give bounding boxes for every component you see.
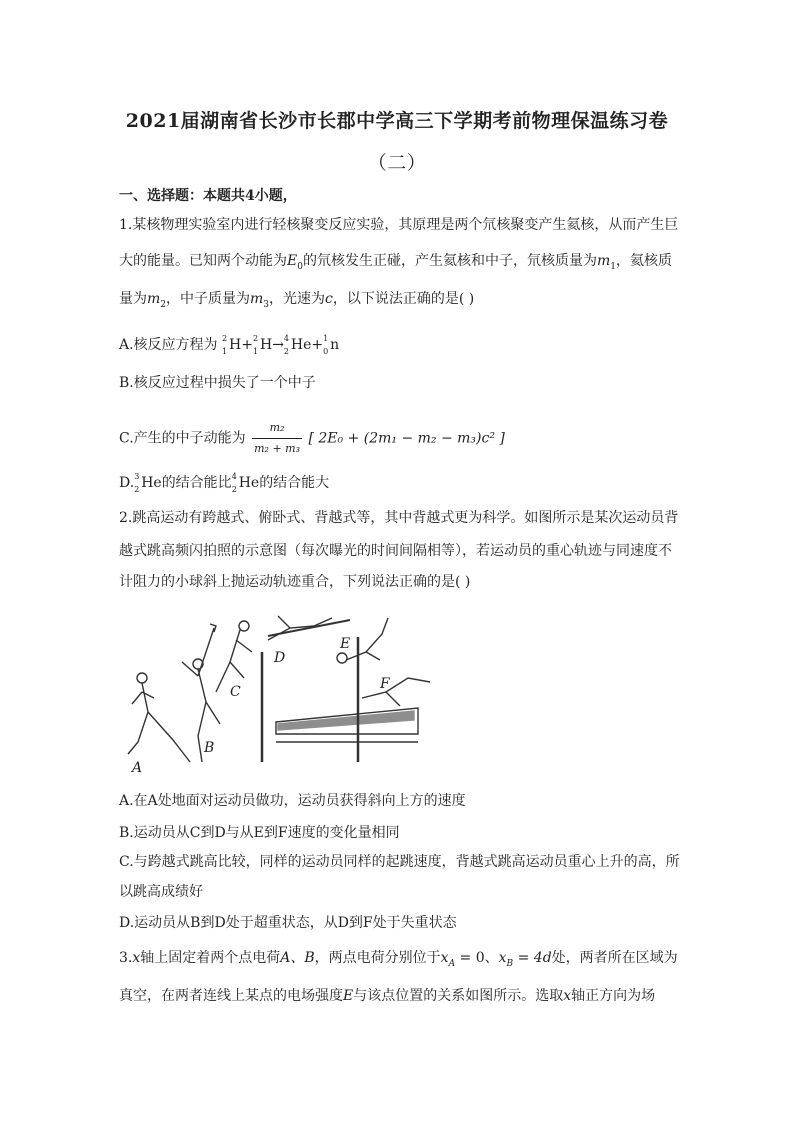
- q1-option-d: D. 3 2 He的结合能比 4 2 He的结合能大: [119, 472, 330, 494]
- section-heading: 一、选择题：本题共4小题，: [119, 188, 297, 204]
- q1-option-b: B.核反应过程中损失了一个中子: [119, 375, 316, 391]
- document-subtitle: （二）: [367, 152, 427, 174]
- q1-stem-line2: 大的能量。已知两个动能为$E_0$的氘核发生正碰，产生氦核和中子，氘核质量为$m_1$，氦核质: [119, 253, 672, 272]
- athlete-e-body: [346, 618, 388, 660]
- document-title: 2021届湖南省长沙市长郡中学高三下学期考前物理保温练习卷: [125, 110, 669, 132]
- q2-option-d: D.运动员从B到D处于超重状态，从D到F处于失重状态: [119, 915, 457, 931]
- q2-stem-line3: 计阻力的小球斜上抛运动轨迹重合，下列说法正确的是( ): [119, 574, 471, 590]
- fig-label-e: E: [340, 636, 351, 652]
- q2-stem-line1: 2.跳高运动有跨越式、俯卧式、背越式等，其中背越式更为科学。如图所示是某次运动员背: [119, 510, 679, 526]
- q1-stem-line1: 1.某核物理实验室内进行轻核聚变反应实验，其原理是两个氘核聚变产生氦核，从而产生巨: [119, 217, 679, 233]
- athlete-a-body: [128, 683, 190, 762]
- fig-label-f: F: [380, 676, 390, 692]
- athlete-d-body: [268, 616, 332, 640]
- q1-option-c: C.产生的中子动能为 $\frac{\text{m₂}}{\text{m₂ + m₃}}$ [ 2E₀ + (2m₁ − m₂ − m₃)c² ]: [119, 418, 689, 459]
- fig-label-b: B: [204, 740, 215, 756]
- q2-option-c-line1: C.与跨越式跳高比较，同样的运动员同样的起跳速度，背越式跳高运动员重心上升的高，所: [119, 854, 680, 870]
- q1-option-a: A.核反应方程为 2 1 H+ 2 1 H→ 4 2 He+ 1 0 n: [119, 334, 340, 356]
- athlete-a-head: [137, 673, 147, 683]
- q1-stem-line3: 量为$m_2$，中子质量为$m_3$，光速为c，以下说法正确的是( ): [119, 291, 475, 310]
- q3-stem-line2: 真空，在两者连线上某点的电场强度E与该点位置的关系如图所示。选取x轴正方向为场: [119, 988, 656, 1004]
- athlete-c-body: [216, 630, 252, 692]
- high-jump-figure: [118, 612, 448, 777]
- fig-label-d: D: [274, 650, 286, 666]
- mat-hatch: [278, 711, 414, 730]
- q2-option-a: A.在A处地面对运动员做功，运动员获得斜向上方的速度: [119, 793, 466, 809]
- athlete-f-body: [362, 678, 430, 706]
- q2-stem-line2: 越式跳高频闪拍照的示意图（每次曝光的时间间隔相等），若运动员的重心轨迹与同速度不: [119, 543, 672, 559]
- athlete-c-head: [239, 621, 249, 631]
- athlete-b-body: [182, 624, 220, 762]
- fig-label-a: A: [132, 760, 143, 776]
- fraction: $\frac{\text{m₂}}{\text{m₂ + m₃}}$: [252, 418, 302, 459]
- q2-option-b: B.运动员从C到D与从E到F速度的变化量相同: [119, 825, 400, 841]
- athlete-e-head: [337, 653, 347, 663]
- q2-option-c-line2: 以跳高成绩好: [119, 884, 203, 900]
- q3-stem-line1: 3.x轴上固定着两个点电荷A、B，两点电荷分别位于$x_A = 0$、$x_B = 4d$处，两者所在区域为: [119, 950, 678, 969]
- fig-label-c: C: [230, 684, 241, 700]
